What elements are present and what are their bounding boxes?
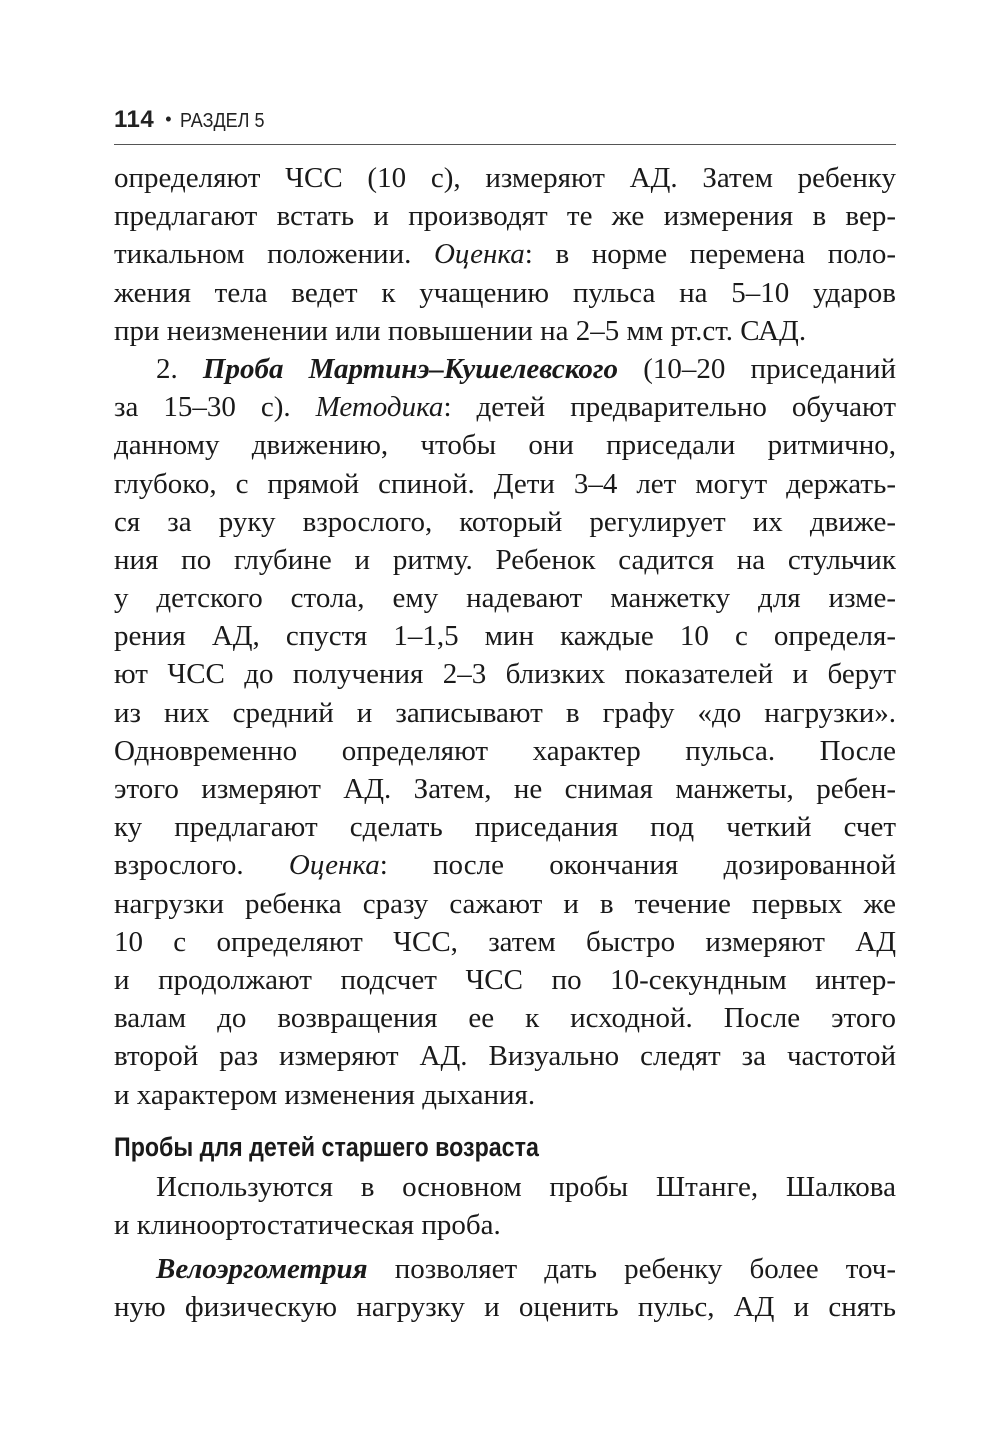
paragraph-martinet-test xyxy=(114,350,896,1114)
text-line: Велоэргометрия позволяет дать ребенку более точ- xyxy=(156,1253,896,1286)
text-line: ют ЧСС до получения 2–3 близких показателей и берут xyxy=(114,658,896,691)
term-assessment: Оценка xyxy=(288,849,380,882)
paragraph-veloergometry xyxy=(114,1250,896,1326)
text-line: 2. Проба Мартинэ–Кушелевского (10–20 приседаний xyxy=(156,352,896,385)
page-number: 114 xyxy=(114,106,155,133)
text-line: Одновременно определяют характер пульса. После xyxy=(114,734,896,767)
running-header xyxy=(114,106,896,145)
section-label: РАЗДЕЛ 5 xyxy=(179,110,265,132)
text-line: глубоко, с прямой спиной. Дети 3–4 лет могут держать- xyxy=(114,467,896,500)
text-line: валам до возвращения ее к исходной. После этого xyxy=(114,1002,896,1035)
text-line: при неизменении или повышении на 2–5 мм рт.ст. САД. xyxy=(114,314,807,347)
text-line: ную физическую нагрузку и оценить пульс, АД и снять xyxy=(114,1291,896,1324)
text-line: данному движению, чтобы они приседали ритмично, xyxy=(114,429,896,462)
text-line: Используются в основном пробы Штанге, Шалкова xyxy=(156,1170,896,1203)
paragraph-orthostatic-continued xyxy=(114,159,896,350)
text-line: и продолжают подсчет ЧСС по 10-секундным интер- xyxy=(114,963,896,996)
text-line: нагрузки ребенка сразу сажают и в течение первых же xyxy=(114,887,896,920)
term-assessment: Оценка xyxy=(433,238,525,271)
header-bullet: • xyxy=(165,109,172,129)
text-line: жения тела ведет к учащению пульса на 5–10 ударов xyxy=(114,276,896,309)
paragraph-older-children-tests xyxy=(114,1168,896,1244)
text-line: из них средний и записывают в графу «до нагрузки». xyxy=(114,696,896,729)
text-line: за 15–30 с). Методика: детей предварительно обучают xyxy=(114,391,896,424)
text-line: и характером изменения дыхания. xyxy=(114,1078,536,1111)
section-subheading: Пробы для детей старшего возраста xyxy=(114,1131,539,1162)
text-line: взрослого. Оценка: после окончания дозированной xyxy=(114,849,896,882)
text-line: предлагают встать и производят те же измерения в вер- xyxy=(114,200,896,233)
text-line: ку предлагают сделать приседания под четкий счет xyxy=(114,811,896,844)
text-line: второй раз измеряют АД. Визуально следят за частотой xyxy=(114,1040,896,1073)
text-line: 10 с определяют ЧСС, затем быстро измеряют АД xyxy=(114,925,896,958)
text-line: и клиноортостатическая проба. xyxy=(114,1208,501,1241)
text-line: этого измеряют АД. Затем, не снимая манжеты, ребен- xyxy=(114,773,896,805)
text-line: тикальном положении. Оценка: в норме перемена поло- xyxy=(114,238,896,271)
text-line: рения АД, спустя 1–1,5 мин каждые 10 с определя- xyxy=(114,620,896,653)
text-line: ния по глубине и ритму. Ребенок садится на стульчик xyxy=(114,543,896,576)
text-line: определяют ЧСС (10 с), измеряют АД. Затем ребенку xyxy=(114,162,896,194)
book-page xyxy=(114,106,896,1326)
text-line: у детского стола, ему надевают манжетку для изме- xyxy=(114,582,896,615)
term-veloergometry: Велоэргометрия xyxy=(156,1253,368,1286)
term-martinet-test: Проба Мартинэ–Кушелевского xyxy=(202,352,619,385)
text-line: ся за руку взрослого, который регулирует их движе- xyxy=(114,505,896,538)
term-method: Методика xyxy=(315,391,444,424)
